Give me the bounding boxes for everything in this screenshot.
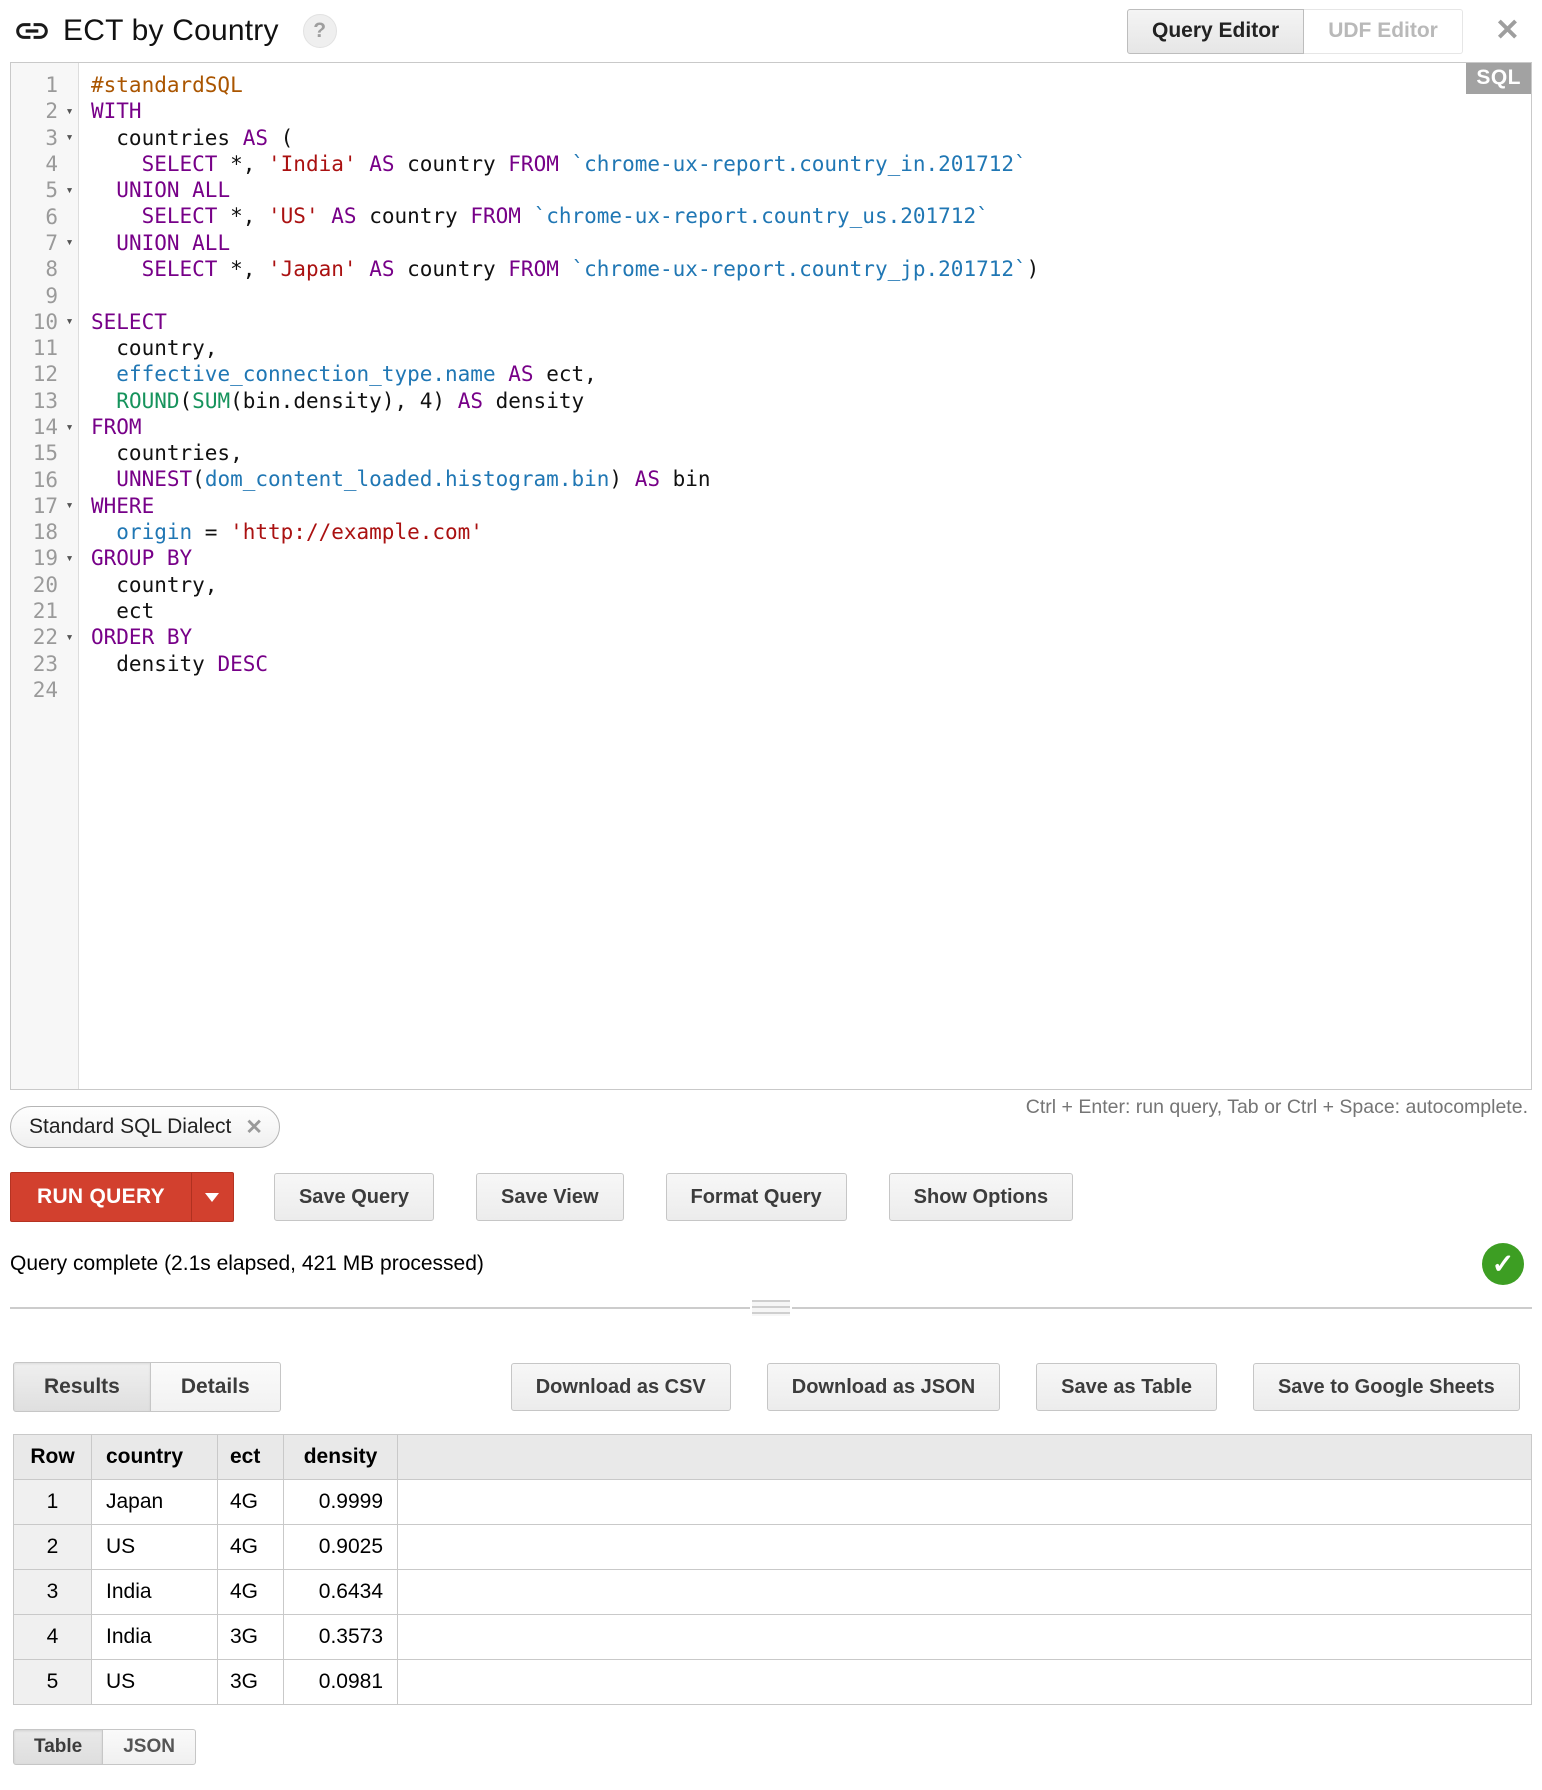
code-line[interactable]: countries, — [91, 441, 243, 466]
line-number: 7 ▾ — [11, 230, 78, 256]
help-button[interactable]: ? — [303, 14, 337, 48]
sql-editor[interactable] — [10, 62, 1532, 1090]
line-number: 10 ▾ — [11, 309, 78, 335]
cell-ect: 3G — [218, 1660, 284, 1705]
cell-density: 0.6434 — [284, 1570, 398, 1615]
cell-density: 0.0981 — [284, 1660, 398, 1705]
cell-ect: 4G — [218, 1480, 284, 1525]
code-line[interactable]: countries AS ( — [91, 125, 294, 150]
code-line[interactable]: SELECT *, 'India' AS country FROM `chrome-ux-report.country_in.201712` — [141, 151, 1027, 176]
cell-ect: 4G — [218, 1525, 284, 1570]
fold-arrow-icon[interactable]: ▾ — [65, 550, 74, 566]
cell-row: 1 — [14, 1480, 92, 1525]
table-row — [14, 1570, 1532, 1615]
tab-query-editor[interactable]: Query Editor — [1127, 9, 1304, 54]
cell-density: 0.3573 — [284, 1615, 398, 1660]
fold-arrow-icon[interactable]: ▾ — [65, 182, 74, 198]
line-number: 6 — [45, 204, 58, 229]
cell-density: 0.9999 — [284, 1480, 398, 1525]
save-query-button[interactable]: Save Query — [274, 1173, 434, 1221]
line-number: 5 ▾ — [11, 177, 78, 203]
download-as-csv-button[interactable]: Download as CSV — [511, 1363, 731, 1411]
column-header-row: Row — [14, 1435, 92, 1480]
line-number: 19 ▾ — [11, 545, 78, 571]
line-number: 18 — [32, 520, 58, 545]
format-query-button[interactable]: Format Query — [666, 1173, 847, 1221]
code-line[interactable]: #standardSQL — [91, 73, 243, 97]
code-line[interactable]: UNNEST(dom_content_loaded.histogram.bin) AS bin — [116, 467, 711, 492]
fold-arrow-icon[interactable]: ▾ — [65, 419, 74, 435]
cell-row: 3 — [14, 1570, 92, 1615]
line-number: 1 — [45, 73, 58, 98]
cell-row: 4 — [14, 1615, 92, 1660]
run-query-button[interactable] — [10, 1172, 234, 1222]
save-as-table-button[interactable]: Save as Table — [1036, 1363, 1217, 1411]
line-number: 15 — [32, 441, 58, 466]
success-check-icon: ✓ — [1482, 1243, 1524, 1285]
line-number: 24 — [32, 677, 58, 702]
results-tabs — [13, 1362, 281, 1412]
tab-details[interactable]: Details — [151, 1362, 281, 1412]
line-number: 21 — [32, 599, 58, 624]
cell-row: 2 — [14, 1525, 92, 1570]
fold-arrow-icon[interactable]: ▾ — [65, 130, 74, 146]
table-row — [14, 1615, 1532, 1660]
cell-row: 5 — [14, 1660, 92, 1705]
page-title: ECT by Country — [63, 14, 279, 47]
table-row — [14, 1660, 1532, 1705]
line-number: 2 ▾ — [11, 98, 78, 124]
caret-down-icon — [205, 1193, 219, 1209]
editor-code[interactable] — [79, 63, 1531, 1089]
code-line[interactable]: WITH — [91, 99, 142, 124]
code-line[interactable] — [91, 282, 1531, 308]
status-row — [10, 1238, 1532, 1290]
editor-mode-tabs — [1127, 9, 1463, 54]
actions-row — [10, 1172, 1532, 1222]
fold-arrow-icon[interactable]: ▾ — [65, 103, 74, 119]
line-number: 16 — [32, 467, 58, 492]
cell-empty — [398, 1660, 1532, 1705]
sql-badge: SQL — [1466, 63, 1531, 94]
cell-ect: 3G — [218, 1615, 284, 1660]
cell-country: US — [92, 1525, 218, 1570]
line-number: 13 — [32, 388, 58, 413]
table-header-row — [14, 1435, 1532, 1480]
editor-gutter — [11, 63, 79, 1089]
column-header-ect: ect — [218, 1435, 284, 1480]
code-line[interactable]: country, — [91, 572, 218, 597]
code-line[interactable]: density DESC — [91, 651, 269, 676]
cell-country: India — [92, 1615, 218, 1660]
fold-arrow-icon[interactable]: ▾ — [65, 498, 74, 514]
dialect-chip[interactable] — [10, 1106, 280, 1148]
tab-table[interactable]: Table — [13, 1729, 103, 1765]
dialect-chip-label: Standard SQL Dialect — [29, 1115, 232, 1138]
run-query-label: RUN QUERY — [37, 1185, 165, 1208]
cell-empty — [398, 1525, 1532, 1570]
download-as-json-button[interactable]: Download as JSON — [767, 1363, 1000, 1411]
cell-country: Japan — [92, 1480, 218, 1525]
table-row — [14, 1525, 1532, 1570]
line-number: 17 ▾ — [11, 493, 78, 519]
code-line[interactable]: SELECT *, 'Japan' AS country FROM `chrome-ux-report.country_jp.201712`) — [141, 257, 1040, 282]
table-row — [14, 1480, 1532, 1525]
code-line[interactable]: WHERE — [91, 493, 155, 518]
save-to-google-sheets-button[interactable]: Save to Google Sheets — [1253, 1363, 1520, 1411]
view-tabs — [13, 1729, 196, 1765]
splitter-grip-icon[interactable] — [750, 1300, 792, 1316]
status-text: Query complete (2.1s elapsed, 421 MB processed) — [10, 1252, 484, 1275]
cell-empty — [398, 1615, 1532, 1660]
cell-ect: 4G — [218, 1570, 284, 1615]
cell-density: 0.9025 — [284, 1525, 398, 1570]
line-number: 23 — [32, 651, 58, 676]
column-header-density: density — [284, 1435, 398, 1480]
close-icon[interactable]: ✕ — [1494, 14, 1520, 47]
results-table — [13, 1434, 1532, 1705]
tab-results[interactable]: Results — [13, 1362, 151, 1412]
cell-country: India — [92, 1570, 218, 1615]
line-number: 11 — [32, 336, 58, 361]
fold-arrow-icon[interactable]: ▾ — [65, 629, 74, 645]
fold-arrow-icon[interactable]: ▾ — [65, 314, 74, 330]
header — [10, 0, 1532, 62]
column-header-empty — [398, 1435, 1532, 1480]
dialect-chip-close-icon[interactable]: ✕ — [245, 1115, 263, 1139]
code-line[interactable]: GROUP BY — [91, 546, 193, 571]
code-line[interactable]: UNION ALL — [116, 230, 231, 255]
line-number: 4 — [45, 152, 58, 177]
line-number: 20 — [32, 572, 58, 597]
line-number: 14 ▾ — [11, 414, 78, 440]
code-line[interactable]: SELECT — [91, 309, 167, 334]
show-options-button[interactable]: Show Options — [889, 1173, 1073, 1221]
code-line[interactable]: ORDER BY — [91, 625, 193, 650]
code-line[interactable]: effective_connection_type.name AS ect, — [116, 362, 597, 387]
code-line[interactable]: SELECT *, 'US' AS country FROM `chrome-ux-report.country_us.201712` — [141, 204, 989, 229]
code-line[interactable]: UNION ALL — [116, 178, 231, 203]
cell-empty — [398, 1570, 1532, 1615]
cell-country: US — [92, 1660, 218, 1705]
line-number: 9 — [45, 283, 58, 308]
cell-empty — [398, 1480, 1532, 1525]
line-number: 3 ▾ — [11, 125, 78, 151]
code-line[interactable]: ROUND(SUM(bin.density), 4) AS density — [116, 388, 585, 413]
save-view-button[interactable]: Save View — [476, 1173, 623, 1221]
tab-udf-editor[interactable]: UDF Editor — [1304, 9, 1463, 54]
tab-json[interactable]: JSON — [103, 1729, 196, 1765]
line-number: 12 — [32, 362, 58, 387]
run-query-dropdown[interactable] — [191, 1173, 233, 1221]
code-line[interactable]: country, — [91, 335, 218, 360]
line-number: 8 — [45, 257, 58, 282]
link-icon — [13, 12, 51, 50]
shortcut-hint: Ctrl + Enter: run query, Tab or Ctrl + Space: autocomplete. — [1025, 1096, 1528, 1118]
line-number: 22 ▾ — [11, 624, 78, 650]
code-line[interactable]: origin = 'http://example.com' — [116, 520, 483, 545]
code-line[interactable] — [91, 677, 1531, 703]
splitter[interactable] — [10, 1298, 1532, 1318]
under-editor-row — [10, 1090, 1532, 1172]
code-line[interactable]: ect — [91, 598, 155, 623]
results-toolbar — [10, 1362, 1532, 1412]
column-header-country: country — [92, 1435, 218, 1480]
code-line[interactable]: FROM — [91, 414, 142, 439]
fold-arrow-icon[interactable]: ▾ — [65, 235, 74, 251]
